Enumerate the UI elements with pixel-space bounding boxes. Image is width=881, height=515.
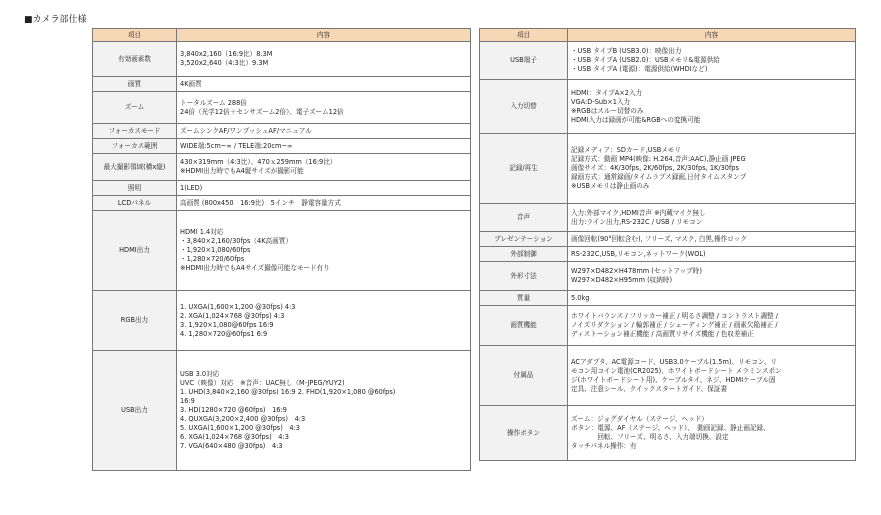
spec-label: 画質	[93, 77, 177, 92]
spec-label: 有効画素数	[93, 42, 177, 77]
spec-value-line: VGA:D-Sub×1入力	[571, 97, 631, 106]
table-row	[480, 204, 856, 232]
spec-label: 付属品	[480, 346, 568, 406]
spec-value-line: 1. UXGA(1,600×1,200 @30fps) 4:3	[180, 302, 296, 311]
spec-value-line: 6. XGA(1,024×768 @30fps) 4:3	[180, 433, 289, 441]
spec-value-line: 録画方式：通常録画/タイムラプス録画,日付タイムスタンプ	[571, 173, 747, 181]
header-content: 内容	[177, 29, 471, 42]
spec-value-line: 高画質 (800x450 16:9比) 5インチ 静電容量方式	[180, 198, 341, 207]
camera-spec-table-right	[479, 28, 856, 461]
table-row	[480, 346, 856, 406]
spec-label: HDMI出力	[93, 211, 177, 291]
spec-label: 外部制御	[480, 247, 568, 262]
spec-value-line: 記録方式：動画 MP4(映像: H.264,音声:AAC),静止画 JPEG	[571, 155, 746, 163]
spec-label: 操作ボタン	[480, 406, 568, 461]
spec-value-line: 4. QUXGA(3,200×2,400 @30fps) 4:3	[180, 415, 306, 423]
spec-value-line: W297×D482×H478mm (セットアップ時)	[571, 267, 702, 275]
spec-value-line: HDMI：タイプA×2入力	[571, 88, 643, 97]
table-row	[93, 154, 471, 181]
spec-value	[568, 247, 856, 262]
spec-label: 入力切替	[480, 80, 568, 134]
spec-value	[177, 181, 471, 196]
spec-value-line: 4. 1,280×720@60fps1 6:9	[180, 329, 268, 338]
table-row	[480, 406, 856, 461]
spec-value-line: ※HDMI出力時でもA4サイズ撮像可能なモード有り	[180, 264, 330, 272]
page-title: ■カメラ部仕様	[24, 15, 87, 25]
spec-value-line: HDMI入力は録画が可能&RGBへの変換可能	[571, 115, 701, 124]
header-item: 項目	[93, 29, 177, 42]
spec-value-line: 7. VGA(640×480 @30fps) 4:3	[180, 442, 283, 450]
spec-value	[568, 262, 856, 291]
table-row	[93, 196, 471, 211]
spec-value-line: ※HDMI出力時でもA4縦サイズが撮影可能	[180, 167, 304, 175]
spec-value	[568, 80, 856, 134]
spec-value-line: UVC（映像）対応 ※音声：UAC無し（M-JPEG/YUY2)	[180, 379, 345, 387]
spec-label: ズーム	[93, 92, 177, 124]
spec-value-line: ACアダプタ、AC電源コード、USB3.0ケーブル(1.5m)、リモコン、リ	[571, 357, 778, 366]
spec-value	[568, 346, 856, 406]
table-header-row	[93, 29, 471, 42]
spec-label: 記録/再生	[480, 134, 568, 204]
spec-value-line: 記録メディア：SDカード,USBメモリ	[571, 146, 682, 154]
spec-label: フォーカス範囲	[93, 139, 177, 154]
spec-value-line: 4K画質	[180, 79, 202, 88]
spec-value-line: ・1,920×1,080/60fps	[180, 246, 251, 254]
table-row	[480, 80, 856, 134]
spec-value-line: 1(LED)	[180, 183, 203, 192]
spec-label: USB出力	[93, 351, 177, 471]
spec-label: USB端子	[480, 42, 568, 80]
spec-value	[568, 42, 856, 80]
spec-label: プレゼンテーション	[480, 232, 568, 247]
table-header-row	[480, 29, 856, 42]
spec-value-line: トータルズーム 288倍	[180, 98, 247, 107]
table-row	[93, 139, 471, 154]
spec-label: LCDパネル	[93, 196, 177, 211]
spec-value	[568, 406, 856, 461]
spec-value-line: W297×D482×H95mm (収納時)	[571, 276, 673, 284]
spec-value-line: タッチパネル操作：有	[571, 442, 637, 450]
spec-value-line: 画像サイズ：4K/30fps, 2K/60fps, 2K/30fps, 1K/30fps	[571, 164, 739, 172]
header-content: 内容	[568, 29, 856, 42]
spec-label: 質量	[480, 291, 568, 306]
spec-value-line: モコン用コイン電池(CR2025)、ホワイトボードシート メラミンスポン	[571, 366, 782, 375]
spec-label: RGB出力	[93, 291, 177, 351]
spec-value-line: 3,520x2,640（4:3比）9.3M	[180, 59, 269, 67]
spec-value-line: HDMI 1.4対応	[180, 228, 224, 236]
spec-value	[568, 306, 856, 346]
spec-value-line: ・3,840×2,160/30fps（4K高画質）	[180, 237, 292, 245]
spec-value-line: 1. UHD(3,840×2,160 @30fps) 16:9 2. FHD(1,920×1,080 @60fps)	[180, 388, 396, 396]
table-row	[93, 291, 471, 351]
spec-value-line: ・USB タイプB (USB3.0)：映像出力	[571, 47, 682, 55]
spec-value	[177, 124, 471, 139]
spec-value-line: ・USB タイプA (USB2.0)：USBメモリ&電源供給	[571, 56, 720, 64]
table-row	[93, 42, 471, 77]
table-row	[93, 124, 471, 139]
spec-value-line: ・USB タイプA (電源)：電源供給(WHDIなど)	[571, 65, 708, 73]
table-row	[93, 181, 471, 196]
table-row	[480, 247, 856, 262]
spec-value	[177, 154, 471, 181]
spec-value-line: 回転、フリーズ、明るさ、入力端切換、設定	[571, 433, 729, 441]
spec-value	[568, 204, 856, 232]
spec-value	[177, 291, 471, 351]
spec-value-line: RS-232C,USB,リモコン,ネットワーク(WOL)	[571, 249, 706, 258]
spec-value-line: ※RGBはスルー切替のみ	[571, 106, 644, 115]
spec-value-line: ノイズリダクション / 輪郭補正 / シェーディング補正 / 画素欠陥補正 /	[571, 321, 778, 329]
spec-value-line: ホワイトバランス / フリッカー補正 / 明るさ調整 / コントラスト調整 /	[571, 312, 778, 320]
camera-spec-table-left	[92, 28, 471, 471]
spec-value-line: 出力:ライン出力,RS-232C / USB / リモコン	[571, 217, 703, 226]
spec-label: フォーカスモード	[93, 124, 177, 139]
spec-value-line: 430×319mm（4:3比）、470ｘ259mm（16:9比）	[180, 158, 337, 166]
spec-value-line: 入力:外部マイク,HDMI音声 ※内蔵マイク無し	[571, 208, 706, 217]
spec-value	[177, 351, 471, 471]
spec-value	[568, 134, 856, 204]
spec-value-line: 24倍（光学12倍＋センサズーム2倍）、電子ズーム12倍	[180, 107, 344, 116]
spec-value-line: ズーム：ジョグダイヤル（ステージ、ヘッド）	[571, 415, 708, 423]
spec-value	[568, 232, 856, 247]
spec-value	[177, 42, 471, 77]
spec-value-line: 5. UXGA(1,600×1,200 @30fps) 4:3	[180, 424, 301, 432]
table-row	[480, 134, 856, 204]
spec-value	[177, 196, 471, 211]
spec-value-line: 画像回転(90°回転含む), フリーズ, マスク, 白黒,操作ロック	[571, 234, 747, 243]
spec-value-line: ボタン：電源、AF（ステージ、ヘッド）、 動画記録、静止画記録、	[571, 424, 770, 432]
spec-label: 画質機能	[480, 306, 568, 346]
spec-value-line: ※USBメモリは静止画のみ	[571, 182, 650, 190]
header-item: 項目	[480, 29, 568, 42]
table-row	[480, 42, 856, 80]
spec-value	[177, 77, 471, 92]
spec-value-line: 3. HD(1280×720 @60fps) 16:9	[180, 406, 287, 414]
spec-label: 最大撮影領域(横x縦)	[93, 154, 177, 181]
table-row	[480, 306, 856, 346]
spec-label: 音声	[480, 204, 568, 232]
table-row	[93, 211, 471, 291]
table-row	[93, 77, 471, 92]
table-row	[480, 232, 856, 247]
spec-value-line: ズームシンクAF/ワンプッシュAF/マニュアル	[180, 126, 312, 135]
table-row	[480, 291, 856, 306]
spec-label: 外形寸法	[480, 262, 568, 291]
spec-value-line: WIDE端:5cm~∞ / TELE端:20cm~∞	[180, 141, 293, 150]
spec-value	[177, 211, 471, 291]
spec-value-line: 16:9	[180, 397, 195, 405]
spec-value-line: ・1,280×720/60fps	[180, 255, 245, 263]
spec-value-line: ディストーション補正機能 / 高画質リサイズ機能 / 色収差補正	[571, 330, 754, 338]
spec-value-line: USB 3.0対応	[180, 370, 220, 378]
table-row	[93, 351, 471, 471]
table-row	[93, 92, 471, 124]
spec-label: 照明	[93, 181, 177, 196]
spec-value-line: 定具、注意シール、クイックスタートガイド、保証書	[571, 384, 728, 393]
table-row	[480, 262, 856, 291]
spec-value	[568, 291, 856, 306]
spec-value-line: ジ(ホワイトボードシート用)、ケーブルタイ、ネジ、HDMIケーブル固	[571, 375, 776, 384]
spec-value-line: 2. XGA(1,024×768 @30fps) 4:3	[180, 311, 285, 320]
spec-value-line: 5.0kg	[571, 293, 590, 302]
spec-value-line: 3,840x2,160（16:9比）8.3M	[180, 50, 273, 58]
spec-value-line: 3. 1,920×1,080@60fps 16:9	[180, 320, 274, 329]
spec-value	[177, 139, 471, 154]
spec-value	[177, 92, 471, 124]
